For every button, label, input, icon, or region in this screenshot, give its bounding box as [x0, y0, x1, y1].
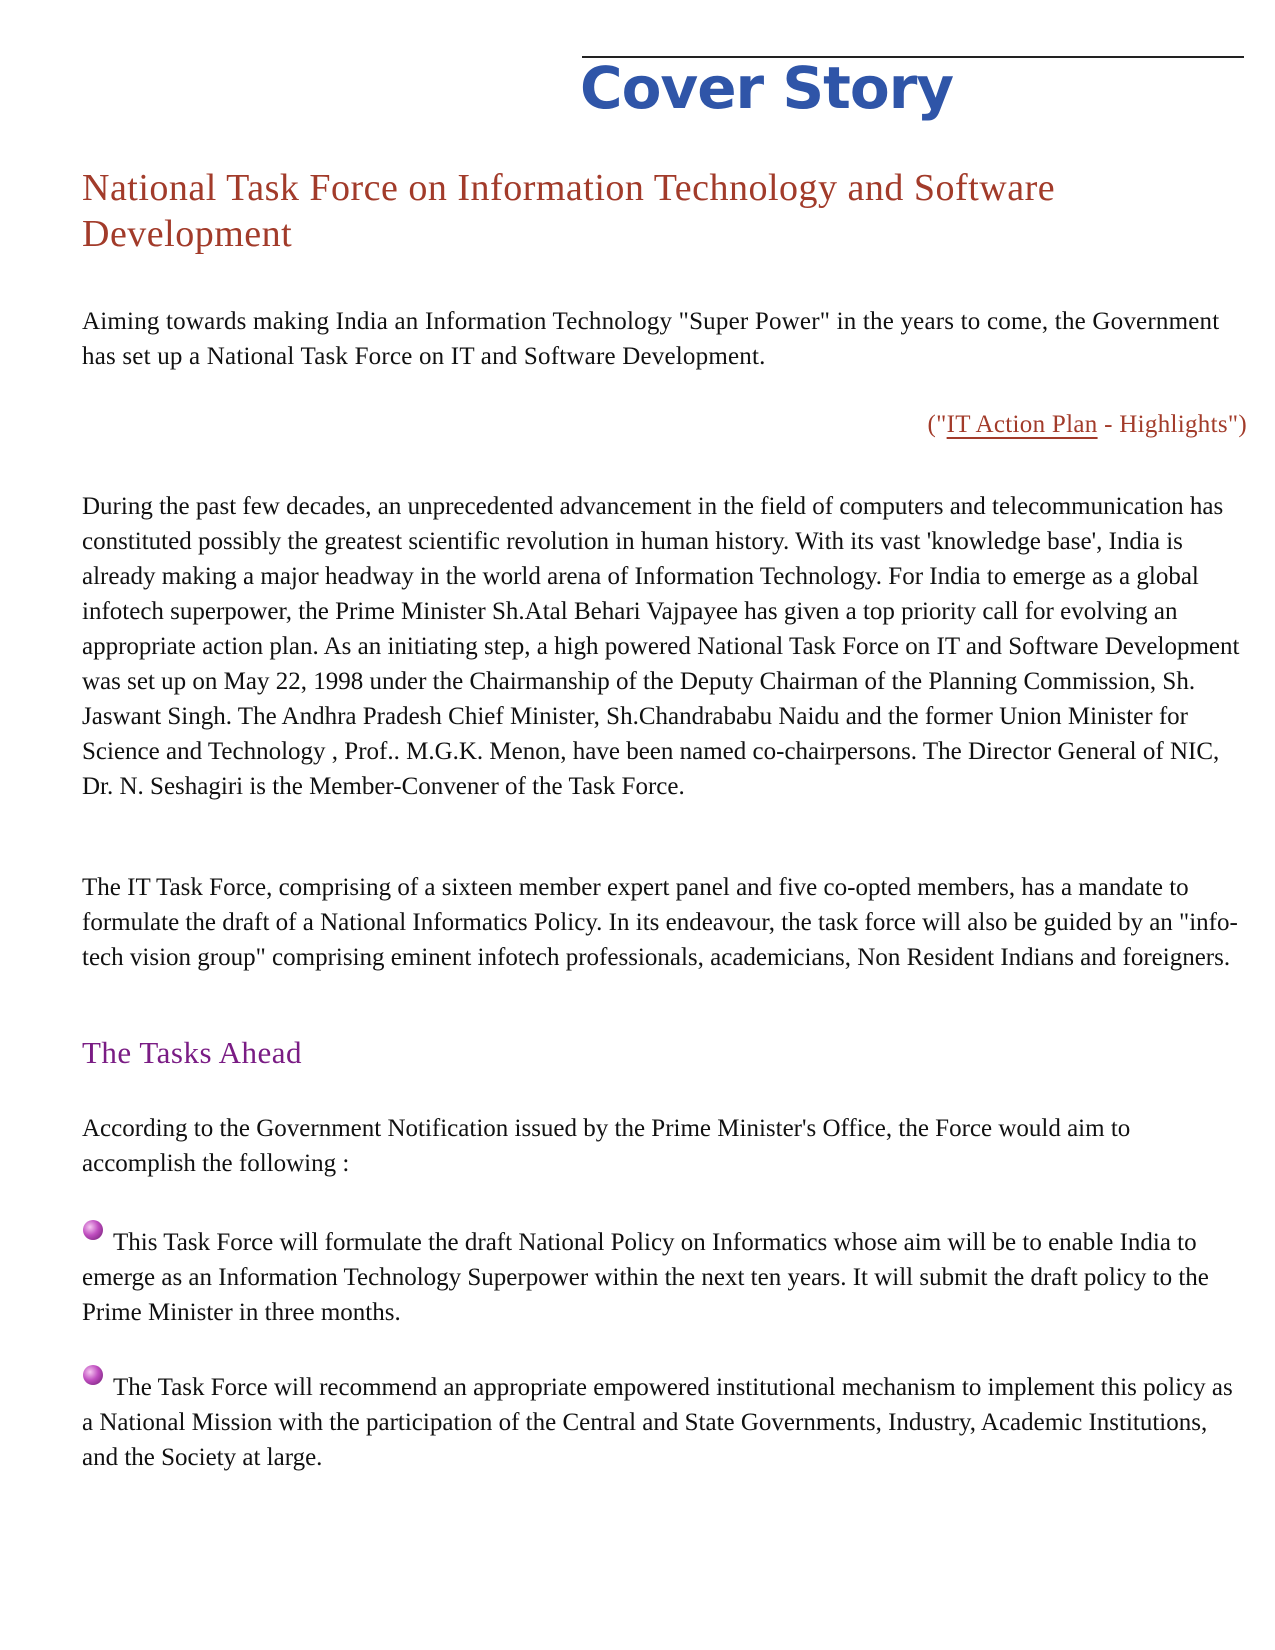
list-item [82, 1369, 1247, 1475]
list-item-text: The Task Force will recommend an appropriate empowered institutional mechanism to implement this policy as a National Mission with the participation of the Central and State Governments, Industry, Academic Institutions, and the Society at large. [82, 1374, 1233, 1471]
reference-suffix: - Highlights") [1097, 411, 1247, 438]
list-item-text: This Task Force will formulate the draft National Policy on Informatics whose aim will be to enable India to emerge as an Information Technology Superpower within the next ten years. It will submit the draft policy to the Prime Minister in three months. [82, 1229, 1209, 1326]
section-intro: According to the Government Notification issued by the Prime Minister's Office, the Force would aim to accomplish the following : [82, 1115, 1131, 1177]
it-action-plan-link[interactable]: IT Action Plan [946, 411, 1098, 438]
reference-line [927, 411, 1247, 439]
reference-prefix: (" [927, 411, 947, 438]
list-item [82, 1224, 1247, 1330]
purple-ball-bullet-icon [83, 1220, 103, 1240]
article-title: National Task Force on Information Technology and Software Development [82, 167, 1056, 255]
body-paragraph: During the past few decades, an unprecedented advancement in the field of computers and telecommunication has constituted possibly the greatest scientific revolution in human history. With its vast 'knowledge base', India is already making a major headway in the world arena of Information Technology. For India to emerge as a global infotech superpower, the Prime Minister Sh.Atal Behari Vajpayee has given a top priority call for evolving an appropriate action plan. As an initiating step, a high powered National Task Force on IT and Software Development was set up on May 22, 1998 under the Chairmanship of the Deputy Chairman of the Planning Commission, Sh. Jaswant Singh. The Andhra Pradesh Chief Minister, Sh.Chandrababu Naidu and the former Union Minister for Science and Technology , Prof.. M.G.K. Menon, have been named co-chairpersons. The Director General of NIC, Dr. N. Seshagiri is the Member-Convener of the Task Force. [82, 493, 1240, 800]
body-paragraph: The IT Task Force, comprising of a sixteen member expert panel and five co-opted members, has a mandate to formulate the draft of a National Informatics Policy. In its endeavour, the task force will also be guided by an "info-tech vision group" comprising eminent infotech professionals, academicians, Non Resident Indians and foreigners. [82, 874, 1238, 971]
section-label: Cover Story [580, 54, 954, 122]
lead-paragraph: Aiming towards making India an Information Technology "Super Power" in the years to come, the Government has set up a National Task Force on IT and Software Development. [82, 308, 1220, 370]
section-heading: The Tasks Ahead [82, 1035, 302, 1070]
purple-ball-bullet-icon [83, 1365, 103, 1385]
